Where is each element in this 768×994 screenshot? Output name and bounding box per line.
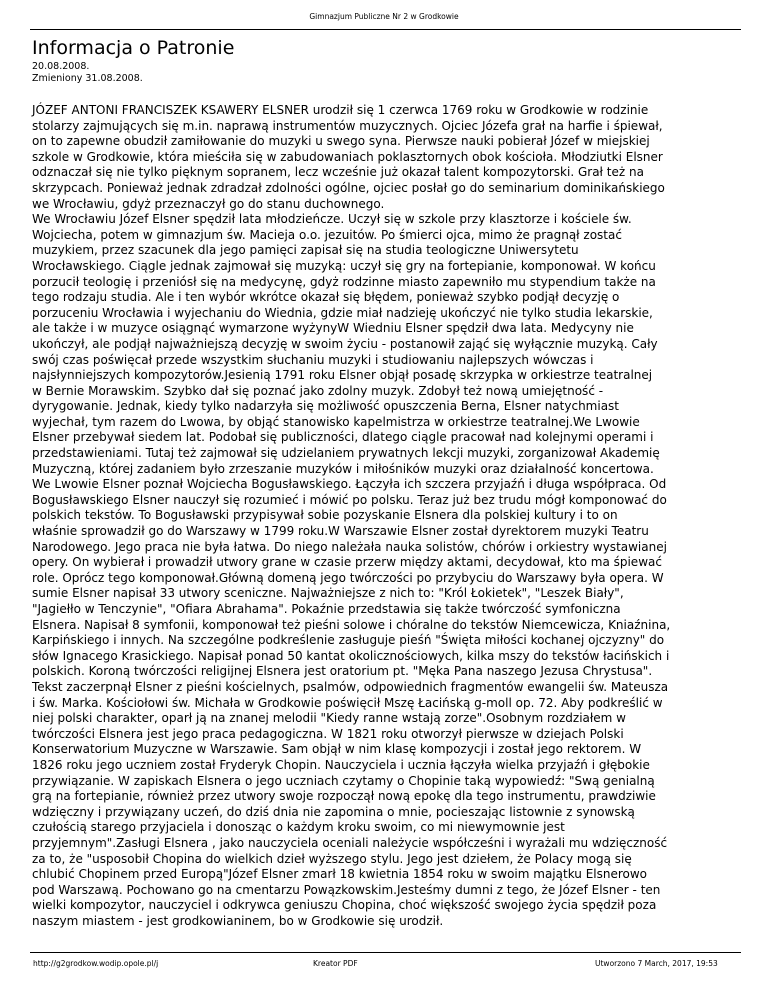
footer-url: http://g2grodkow.wodip.opole.pl/j bbox=[33, 959, 159, 968]
modified-date: Zmieniony 31.08.2008. bbox=[32, 73, 143, 84]
created-date: 20.08.2008. bbox=[32, 61, 90, 72]
page-title: Informacja o Patronie bbox=[32, 37, 235, 59]
header-divider bbox=[30, 29, 741, 30]
footer-creator: Kreator PDF bbox=[313, 959, 358, 968]
site-header: Gimnazjum Publiczne Nr 2 w Grodkowie bbox=[309, 12, 459, 21]
date-info bbox=[32, 61, 143, 85]
article-body: JÓZEF ANTONI FRANCISZEK KSAWERY ELSNER urodził się 1 czerwca 1769 roku w Grodkowie w rodzinie stolarzy zajmujących się m.in. naprawą instrumentów muzycznych. Ojciec Józefa grał na harfie i śpiewał, on to zapewne obudził zamiłowanie do muzyki u swego syna. Pierwsze nauki pobierał Józef w miejskiej szkole w Grodkowie, która mieściła się w zabudowaniach poklasztornych obok kościoła. Młodziutki Elsner odznaczał się nie tylko pięknym sopranem, lecz wcześnie już okazał talent kompozytorski. Grał też na skrzypcach. Ponieważ jednak zdradzał zdolności ogólne, ojciec posłał go do seminarium dominikańskiego we Wrocławiu, gdyż przeznaczył go do stanu duchownego. We Wrocławiu Józef Elsner spędził lata młodzieńcze. Uczył się w szkole przy klasztorze i kościele św. Wojciecha, potem w gimnazjum św. Macieja o.o. jezuitów. Po śmierci ojca, mimo że pragnął zostać muzykiem, przez szacunek dla jego pamięci zapisał się na studia teologiczne Uniwersytetu Wrocławskiego. Ciągle jednak zajmował się muzyką: uczył się gry na fortepianie, komponował. W końcu porzucił teologię i przeniósł się na medycynę, gdyż rodzinne miasto zapewniło mu stypendium także na tego rodzaju studia. Ale i ten wybór wkrótce okazał się błędem, ponieważ szybko podjął decyzję o porzuceniu Wrocławia i wyjechaniu do Wiednia, gdzie miał nadzieję ukończyć nie tylko studia lekarskie, ale także i w muzyce osiągnąć wymarzone wyżynyW Wiedniu Elsner spędził dwa lata. Medycyny nie ukończył, ale podjął najważniejszą decyzję w swoim życiu - postanowił zająć się wyłącznie muzyką. Cały swój czas poświęcał przede wszystkim słuchaniu muzyki i studiowaniu najlepszych wówczas i najsłynniejszych kompozytorów.Jesienią 1791 roku Elsner objął posadę skrzypka w orkiestrze teatralnej w Bernie Morawskim. Szybko dał się poznać jako zdolny muzyk. Zdobył też nową umiejętność - dyrygowanie. Jednak, kiedy tylko nadarzyła się możliwość opuszczenia Berna, Elsner natychmiast wyjechał, tym razem do Lwowa, by objąć stanowisko kapelmistrza w orkiestrze teatralnej.We Lwowie Elsner przebywał siedem lat. Podobał się publiczności, dlatego ciągle pracował nad kolejnymi operami i przedstawieniami. Tutaj też zajmował się udzielaniem prywatnych lekcji muzyki, zorganizował Akademię Muzyczną, której zadaniem było zrzeszanie muzyków i miłośników muzyki oraz działalność koncertowa. We Lwowie Elsner poznał Wojciecha Bogusławskiego. Łączyła ich szczera przyjaźń i długa współpraca. Od Bogusławskiego Elsner nauczył się rozumieć i mówić po polsku. Teraz już bez trudu mógł komponować do polskich tekstów. To Bogusławski przypisywał sobie pozyskanie Elsnera dla polskiej kultury i to on właśnie sprowadził go do Warszawy w 1799 roku.W Warszawie Elsner został dyrektorem muzyki Teatru Narodowego. Jego praca nie była łatwa. Do niego należała nauka solistów, chórów i orkiestry wystawianej opery. On wybierał i prowadził utwory grane w czasie przerw między aktami, decydował, kto ma śpiewać role. Oprócz tego komponował.Główną domeną jego twórczości po przybyciu do Warszawy była opera. W sumie Elsner napisał 33 utwory sceniczne. Najważniejsze z nich to: "Król Łokietek", "Leszek Biały", "Jagiełło w Tenczynie", "Ofiara Abrahama". Pokaźnie przedstawia się także twórczość symfoniczna Elsnera. Napisał 8 symfonii, komponował też pieśni solowe i chóralne do tekstów Niemcewicza, Kniaźnina, Karpińskiego i innych. Na szczególne podkreślenie zasługuje pieśń "Święta miłości kochanej ojczyzny" do słów Ignacego Krasickiego. Napisał ponad 50 kantat okolicznościowych, kilka mszy do tekstów łacińskich i polskich. Koroną twórczości religijnej Elsnera jest oratorium pt. "Męka Pana naszego Jezusa Chrystusa". Tekst zaczerpnął Elsner z pieśni kościelnych, psalmów, odpowiednich fragmentów ewangelii św. Mateusza i św. Marka. Kościołowi św. Michała w Grodkowie poświęcił Mszę Łacińską g-moll op. 72. Aby podkreślić w niej polski charakter, oparł ją na znanej melodii "Kiedy ranne wstają zorze".Osobnym rozdziałem w twórczości Elsnera jest jego praca pedagogiczna. W 1821 roku otworzył pierwsze w dziejach Polski Konserwatorium Muzyczne w Warszawie. Sam objął w nim klasę kompozycji i został jego rektorem. W 1826 roku jego uczniem został Fryderyk Chopin. Nauczyciela i ucznia łączyła wielka przyjaźń i głębokie przywiązanie. W zapiskach Elsnera o jego uczniach czytamy o Chopinie taką wypowiedź: "Swą genialną grą na fortepianie, również przez utwory swoje rozpoczął nową epokę dla tego instrumentu, prawdziwie wdzięczny i przywiązany uczeń, do dziś dnia nie zapomina o mnie, pocieszając listownie z synowską czułością starego przyjaciela i donosząc o każdym kroku swoim, co mi niewymownie jest przyjemnym".Zasługi Elsnera , jako nauczyciela oceniali należycie współcześni i wyrażali mu wdzięczność za to, że "usposobił Chopina do wielkich dzieł wyższego stylu. Jego jest dziełem, że Polacy mogą się chlubić Chopinem przed Europą"Józef Elsner zmarł 18 kwietnia 1854 roku w swoim majątku Elsnerowo pod Warszawą. Pochowano go na cmentarzu Powązkowskim.Jesteśmy dumni z tego, że Józef Elsner - ten wielki kompozytor, nauczyciel i odkrywca geniuszu Chopina, choć większość swojego życia spędził poza naszym miastem - jest grodkowianinem, bo w Grodkowie się urodził. bbox=[32, 103, 671, 928]
footer-divider bbox=[30, 952, 741, 953]
footer-created-timestamp: Utworzono 7 March, 2017, 19:53 bbox=[595, 959, 718, 968]
